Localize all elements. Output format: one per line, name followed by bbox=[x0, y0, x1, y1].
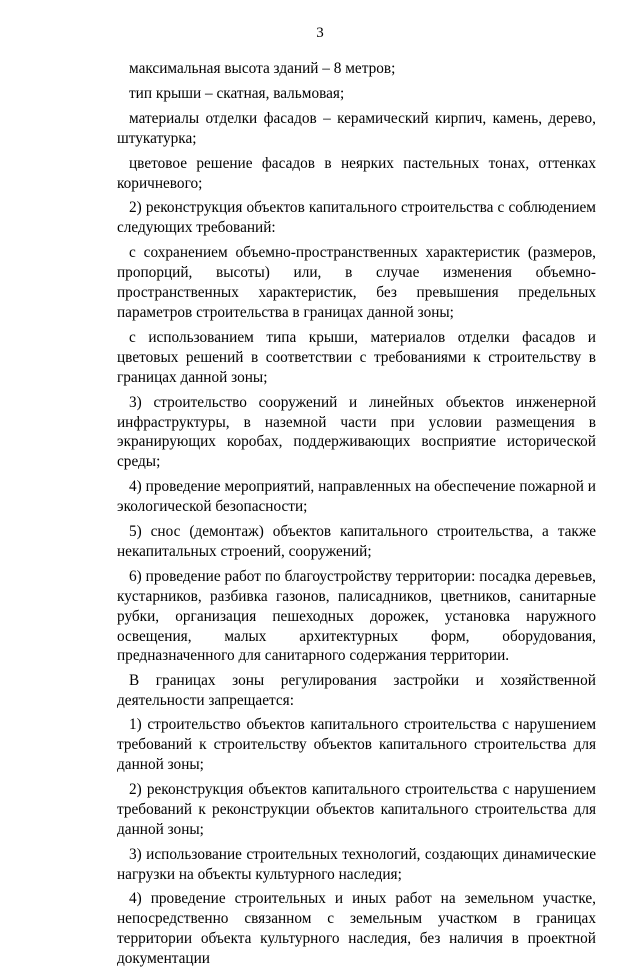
paragraph-prohibited-heading: В границах зоны регулирования застройки и хозяйственной деятельности запрещается: bbox=[117, 672, 596, 710]
page-number: 3 bbox=[316, 25, 324, 41]
paragraph-landscaping: 6) проведение работ по благоустройству территории: посадка деревьев, кустарников, разбивка газонов, палисадников, цветников, санитарные рубки, организация пешеходных дорожек, установка наружного освещения, малых архитектурных форм, оборудования, предназначенного для санитарного содержания территории. bbox=[117, 567, 596, 665]
paragraph-facade-materials: материалы отделки фасадов – керамический кирпич, камень, дерево, штукатурка; bbox=[117, 109, 596, 147]
paragraph-fire-safety: 4) проведение мероприятий, направленных на обеспечение пожарной и экологической безопасности; bbox=[117, 478, 596, 516]
paragraph-roof-type: тип крыши – скатная, вальмовая; bbox=[129, 84, 345, 102]
document-body bbox=[117, 59, 596, 969]
paragraph-volume-preservation: с сохранением объемно-пространственных характеристик (размеров, пропорций, высоты) или, в случае изменения объемно-пространственных характеристик, без превышения предельных параметров строительства в границах данной зоны; bbox=[117, 244, 596, 321]
paragraph-dynamic-loads: 3) использование строительных технологий, создающих динамические нагрузки на объекты культурного наследия; bbox=[117, 845, 596, 883]
paragraph-facade-colors: цветовое решение фасадов в неярких пастельных тонах, оттенках коричневого; bbox=[117, 154, 596, 192]
paragraph-max-height: максимальная высота зданий – 8 метров; bbox=[129, 60, 396, 77]
paragraph-roof-materials: с использованием типа крыши, материалов отделки фасадов и цветовых решений в соответствии с требованиями к строительству в границах данной зоны; bbox=[117, 328, 596, 386]
paragraph-demolition: 5) снос (демонтаж) объектов капитального строительства, а также некапитальных строений, сооружений; bbox=[117, 523, 596, 560]
paragraph-prohibited-construction: 1) строительство объектов капитального строительства с нарушением требований к строительству объектов капитального строительства для данной зоны; bbox=[117, 716, 596, 773]
paragraph-prohibited-reconstruction: 2) реконструкция объектов капитального строительства с нарушением требований к реконструкции объектов капитального строительства для данной зоны; bbox=[117, 780, 596, 838]
paragraph-infrastructure: 3) строительство сооружений и линейных объектов инженерной инфраструктуры, в наземной части при условии размещения в экранирующих коробах, поддерживающих восприятие исторической среды; bbox=[117, 393, 596, 471]
paragraph-works-on-land: 4) проведение строительных и иных работ на земельном участке, непосредственно связанном с земельным участком в границах территории объекта культурного наследия, без наличия в проектной документации bbox=[117, 890, 596, 968]
paragraph-reconstruction: 2) реконструкция объектов капитального строительства с соблюдением следующих требований: bbox=[117, 199, 596, 237]
